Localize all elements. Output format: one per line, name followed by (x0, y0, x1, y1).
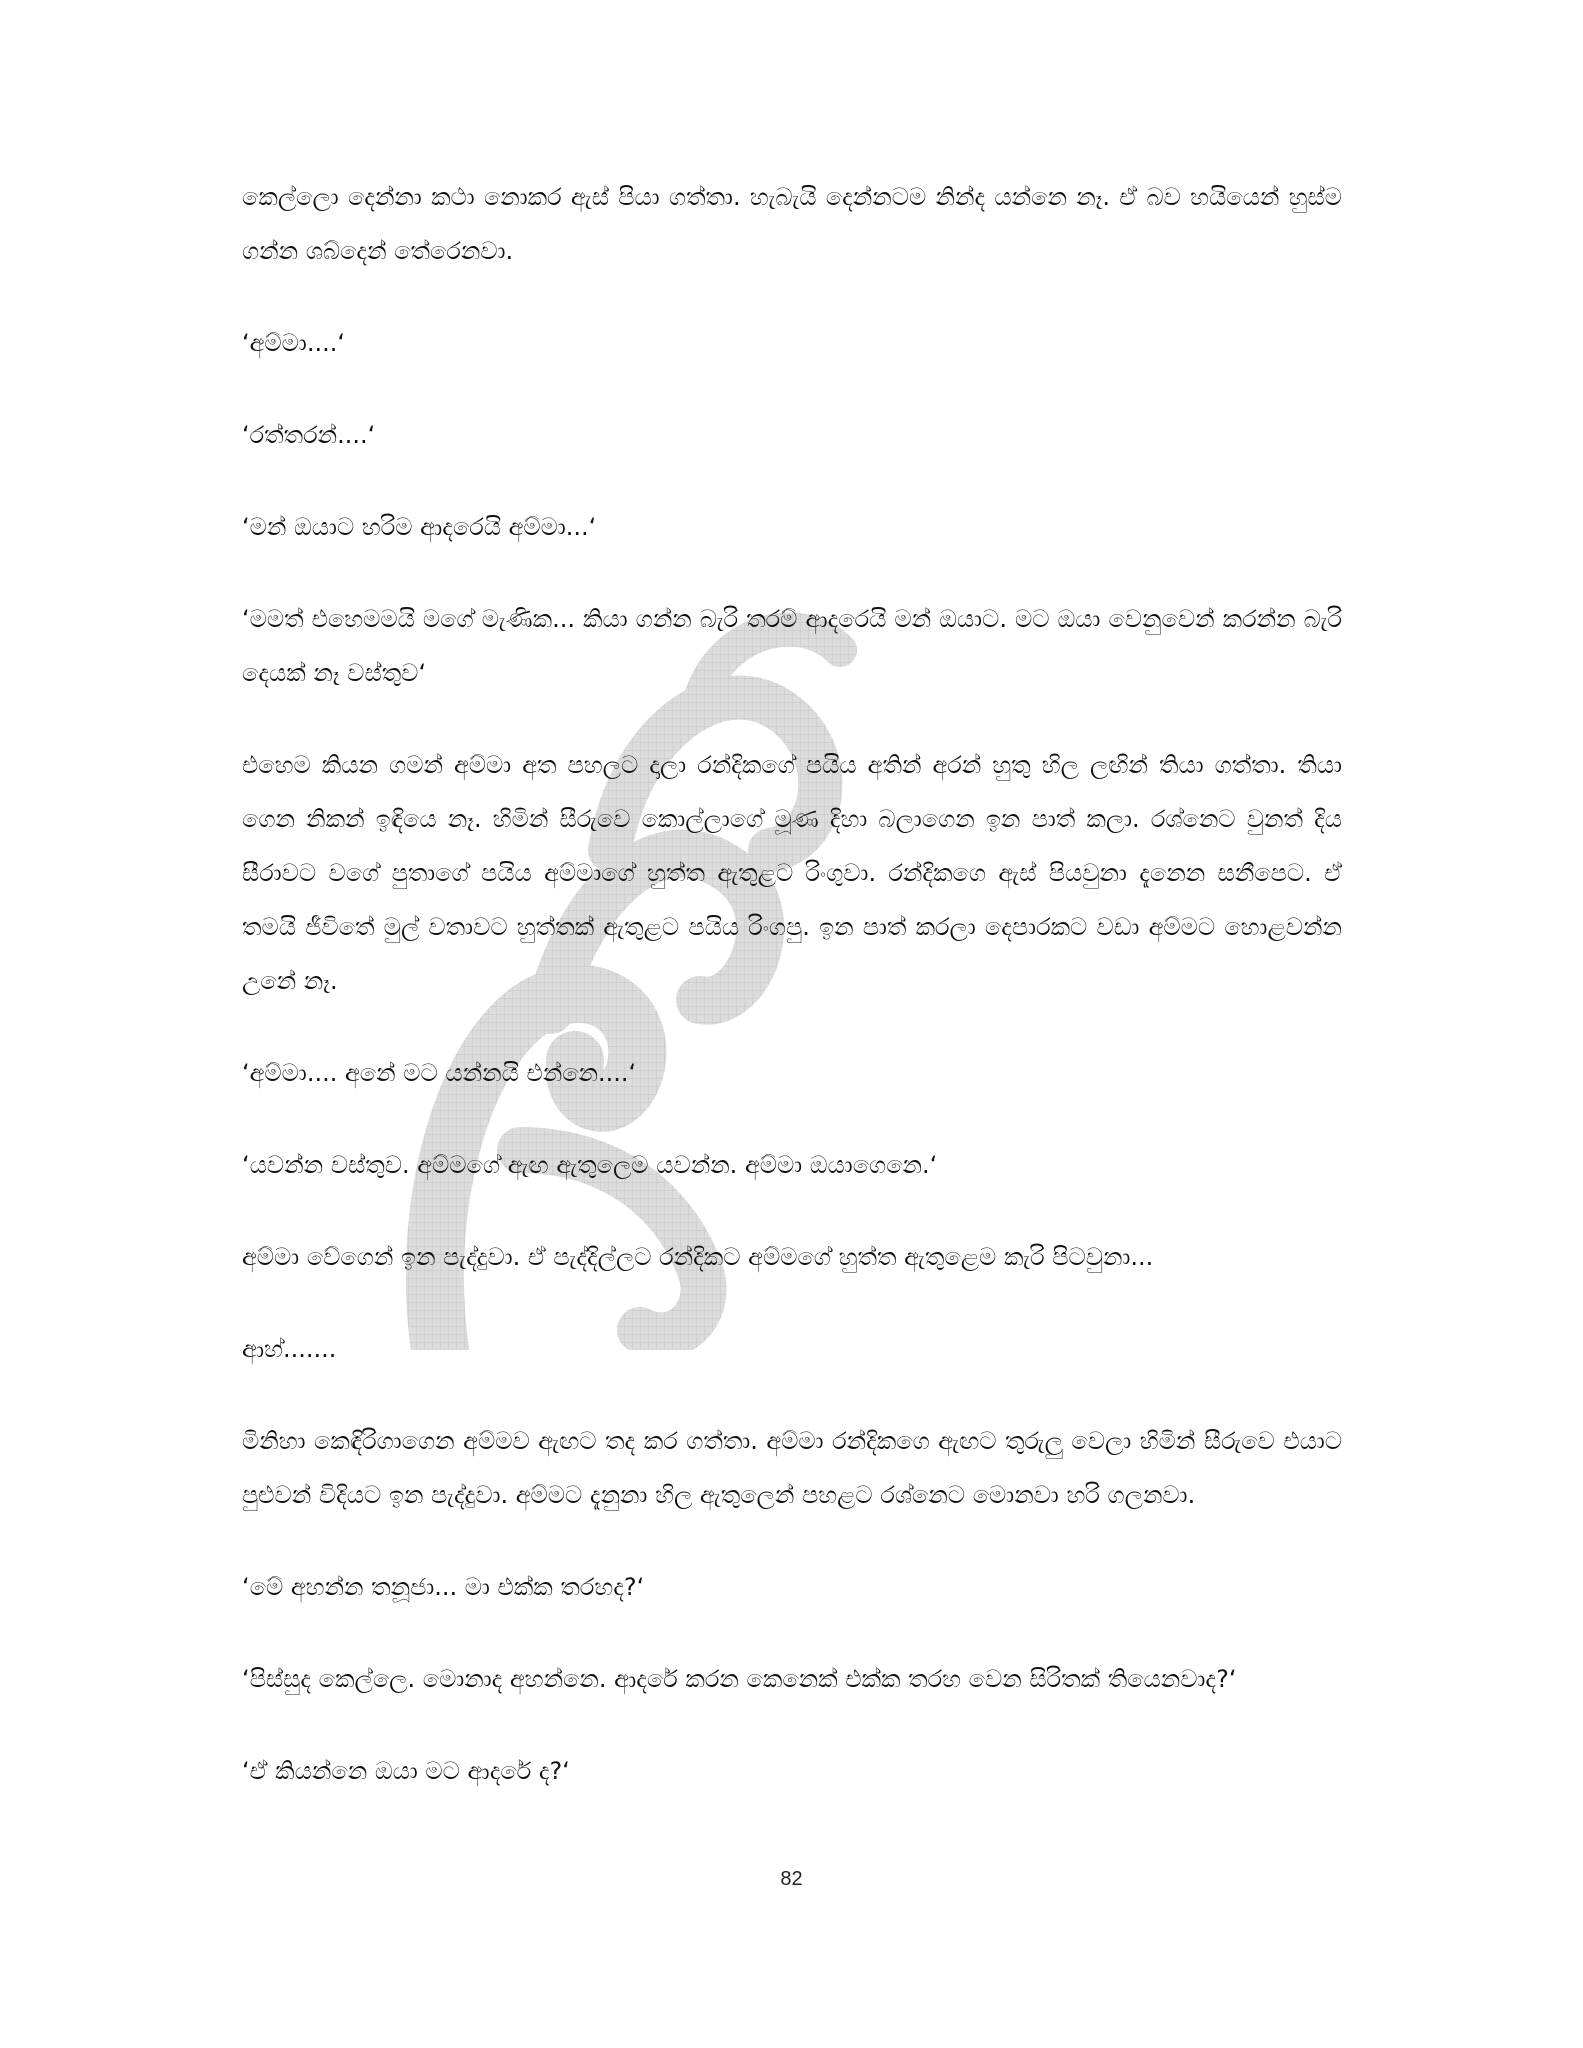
paragraph: කෙල්ලො දෙන්නා කථා නොකර ඇස් පියා ගත්තා. හැබැයි දෙන්නටම නින්ද යන්නෙ නෑ. ඒ බව හයියෙන් හුස්ම ගන්න ශබ්දෙන් තේරෙනවා. (242, 183, 1342, 265)
paragraph: මිනිහා කෙඳිරිගාගෙන අම්මව ඇඟට තද කර ගත්තා. අම්මා රන්දිකගෙ ඇඟට තුරුලු වෙලා හිමින් සීරුවෙ එයාට පුළුවන් විදියට ඉන පැද්දුවා. අම්මට දැනුනා හිල ඇතුලෙන් පහළට රශ්නෙට මොනවා හරි ගලනවා. (242, 1427, 1342, 1509)
paragraph: අම්මා වේගෙන් ඉන පැද්දුවා. ඒ පැද්දිල්ලට රන්දිකට අම්මගේ හුත්ත ඇතුළෙම කැරි පිටවුනා... (242, 1243, 1154, 1271)
paragraph: ‘අම්මා....‘ (242, 329, 345, 357)
paragraph: එහෙම කියන ගමන් අම්මා අත පහලට දාලා රන්දිකගේ පයිය අතින් අරන් හුතු හිල ලඟින් තියා ගත්තා. තියා ගෙන නිකන් ඉඳියෙ නෑ. හිමින් සීරුවෙ කොල්ලාගේ මූණ දිහා බලාගෙන ඉන පාත් කලා. රශ්නෙට වුනත් දිය සීරාවට වගේ පුතාගේ පයිය අම්මාගේ හුත්ත ඇතුළට රිංගුවා. රන්දිකගෙ ඇස් පියවුනා දැනෙන සනීපෙට. ඒ තමයි ජීවිතේ මුල් වතාවට හුත්තක් ඇතුළට පයිය රිංගපු. ඉන පාත් කරලා දෙපාරකට වඩා අම්මට හොළවන්න උනේ නෑ. (242, 751, 1342, 995)
paragraph: ‘ඒ කියන්නෙ ඔයා මට ආදරේ ද?‘ (242, 1757, 570, 1785)
document-body (242, 170, 1342, 1836)
paragraph: ‘යවන්න වස්තුව. අම්මගේ ඇඟ ඇතුලෙම යවන්න. අම්මා ඔයාගෙනෙ.‘ (242, 1151, 938, 1179)
paragraph: ‘අම්මා.... අනේ මට යන්නයි එන්නෙ....‘ (242, 1059, 637, 1087)
paragraph: ‘මමත් එහෙමමයි මගේ මැණික... කියා ගන්න බැරි තරම් ආදරෙයි මන් ඔයාට. මට ඔයා වෙනුවෙන් කරන්න බැරි දෙයක් නෑ වස්තුව‘ (242, 605, 1342, 687)
paragraph: ‘මන් ඔයාට හරිම ආදරෙයි අම්මා...‘ (242, 513, 597, 541)
paragraph: ‘රත්තරන්....‘ (242, 421, 376, 449)
paragraph: ‘මේ අහන්න තනූජා... මා එක්ක තරහද?‘ (242, 1573, 645, 1601)
page-number: 82 (780, 1868, 803, 1890)
paragraph: ආහ්....... (242, 1335, 337, 1363)
paragraph: ‘පිස්සුද කෙල්ලෙ. මොනාද අහන්නෙ. ආදරේ කරන කෙනෙක් එක්ක තරහ වෙන සිරිතක් තියෙනවාද?‘ (242, 1665, 1237, 1693)
